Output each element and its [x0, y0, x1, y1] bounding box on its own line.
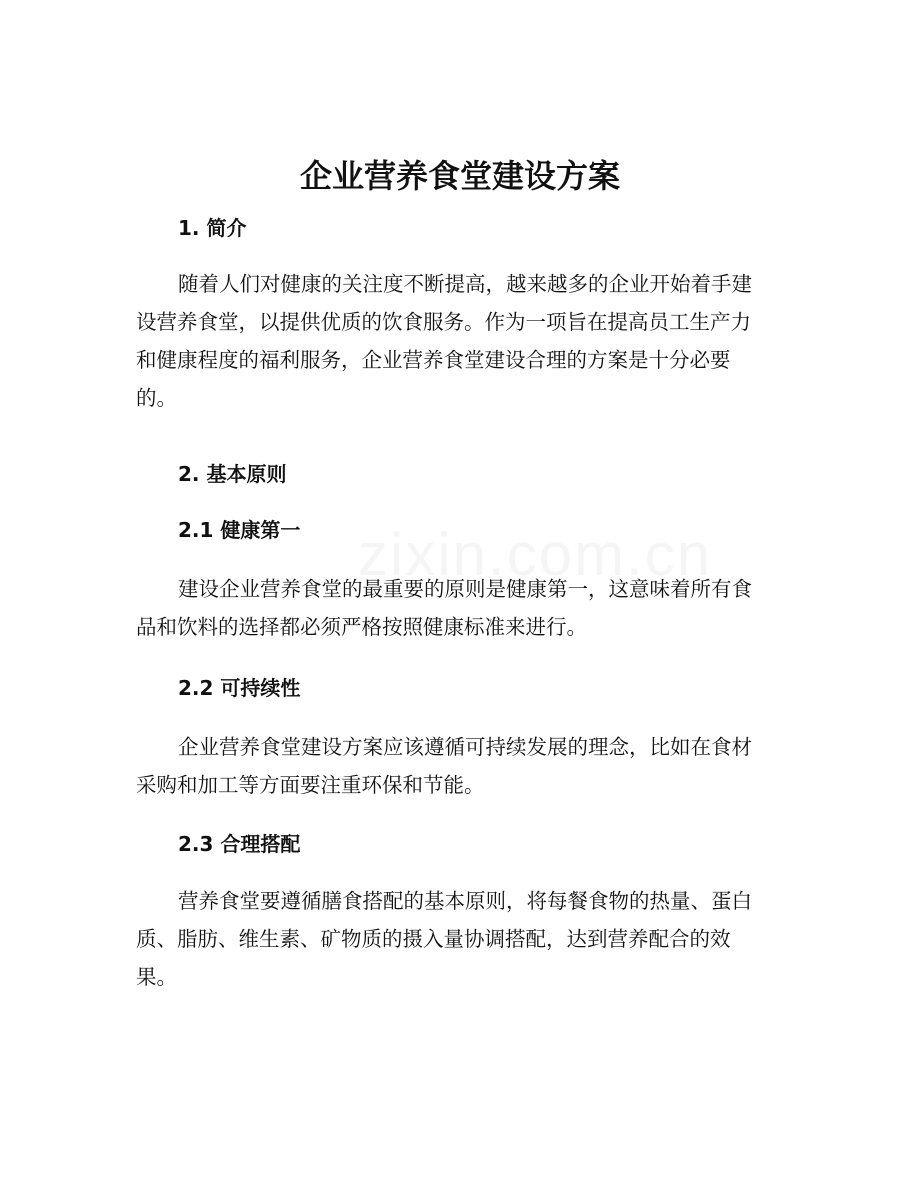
- subsection-paragraph-balanced-diet: 营养食堂要遵循膳食搭配的基本原则，将每餐食物的热量、蛋白质、脂肪、维生素、矿物质的摄入量协调搭配，达到营养配合的效果。: [136, 889, 752, 989]
- subsection-paragraph-health-first: 建设企业营养食堂的最重要的原则是健康第一，这意味着所有食品和饮料的选择都必须严格按照健康标准来进行。: [136, 577, 752, 639]
- section-heading-introduction: 1. 简介: [178, 216, 247, 240]
- section-paragraph-introduction: 随着人们对健康的关注度不断提高，越来越多的企业开始着手建设营养食堂，以提供优质的饮食服务。作为一项旨在提高员工生产力和健康程度的福利服务，企业营养食堂建设合理的方案是十分必要的。: [136, 272, 752, 410]
- subsection-heading-balanced-diet: 2.3 合理搭配: [178, 832, 301, 856]
- watermark: zixin.com.cn: [358, 521, 713, 588]
- subsection-heading-health-first: 2.1 健康第一: [178, 518, 301, 542]
- subsection-paragraph-sustainability: 企业营养食堂建设方案应该遵循可持续发展的理念，比如在食材采购和加工等方面要注重环保和节能。: [136, 735, 752, 797]
- section-heading-basic-principles: 2. 基本原则: [178, 462, 287, 486]
- document-title: 企业营养食堂建设方案: [299, 157, 620, 195]
- subsection-heading-sustainability: 2.2 可持续性: [178, 676, 301, 700]
